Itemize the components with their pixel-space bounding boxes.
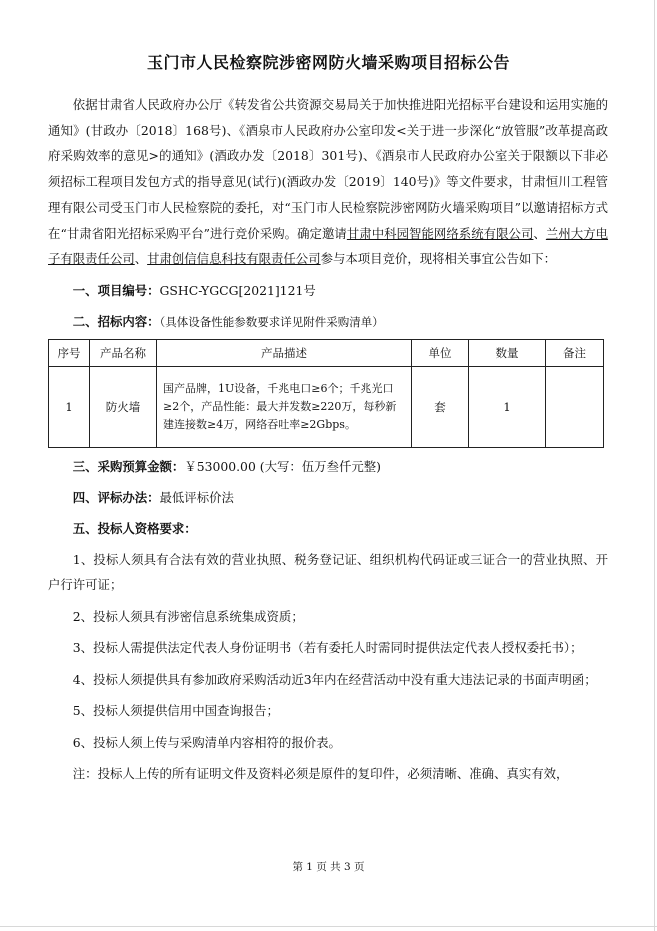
col-header-name: 产品名称 [90,339,157,366]
page-edge-right [654,0,655,931]
invited-company-3: 甘肃创信信息科技有限责任公司 [147,251,321,267]
budget-amount: ￥53000.00 (大写：伍万叁仟元整) [184,458,381,474]
document-body [48,92,608,787]
col-header-no: 序号 [49,339,90,366]
evaluation-method: 最低评标价法 [159,489,234,505]
col-header-desc: 产品描述 [157,339,412,366]
section-heading: 一、项目编号： [72,282,160,298]
document-title: 玉门市人民检察院涉密网防火墙采购项目招标公告 [146,53,510,72]
project-number: GSHC-YGCG[2021]121号 [159,282,316,298]
intro-text-1: 依据甘肃省人民政府办公厅《转发省公共资源交易局关于加快推进阳光招标平台建设和运用实施的通知》(甘政办〔2018〕168号)、《酒泉市人民政府办公室印发<关于进一步深化“放管服”改革提高政府采购效率的意见>的通知》(酒政办发〔2018〕301号)、《酒泉市人民政府办公室关于限额以下非必须招标工程项目发包方式的指导意见(试行)(酒政办发〔2019〕140号)》等文件要求，甘肃恒川工程管理有限公司受玉门市人民检察院的委托，对“玉门市人民检察院涉密网防火墙采购项目”以邀请招标方式在“甘肃省阳光招标采购平台”进行竞价采购。确定邀请 [48,97,608,241]
separator: 、 [134,251,148,267]
note-paragraph: 注：投标人上传的所有证明文件及资料必须是原件的复印件，必须清晰、准确、真实有效， [72,766,569,782]
table-header-row [49,339,604,366]
procurement-table [48,339,604,448]
page-edge-bottom [0,926,657,927]
table-row [49,366,604,447]
separator: 、 [533,225,546,241]
requirement-item: 4、投标人须提供具有参加政府采购活动近3年内在经营活动中没有重大违法记录的书面声明函； [72,671,597,687]
requirement-item: 6、投标人须上传与采购清单内容相符的报价表。 [72,734,341,750]
cell-desc: 国产品牌，1U设备，千兆电口≥6个；千兆光口≥2个，产品性能：最大并发数≥220万，每秒新建连接数≥4万，网络吞吐率≥2Gbps。 [157,366,412,447]
intro-text-2: 参与本项目竞价，现将相关事宜公告如下： [320,251,557,267]
invited-company-2: 兰州大方电子有限责任公司 [48,225,609,267]
invited-company-1: 甘肃中科园智能网络系统有限公司 [346,225,534,241]
col-header-qty: 数量 [469,339,546,366]
requirement-item: 2、投标人须具有涉密信息系统集成资质； [72,608,304,624]
section-qualifications [48,516,608,541]
section-heading: 二、招标内容： [72,313,160,329]
section-heading: 四、评标办法： [72,489,160,505]
requirement-item: 3、投标人需提供法定代表人身份证明书（若有委托人时需同时提供法定代表人授权委托书）； [72,640,583,656]
requirement-item: 1、投标人须具有合法有效的营业执照、税务登记证、组织机构代码证或三证合一的营业执照、开户行许可证； [48,551,608,593]
intro-paragraph [48,92,608,272]
section-tender-content [48,309,608,335]
cell-qty: 1 [469,366,546,447]
col-header-unit: 单位 [412,339,469,366]
requirement-item: 5、投标人须提供信用中国查询报告； [72,703,279,719]
cell-no: 1 [49,366,90,447]
section-heading: 五、投标人资格要求： [72,520,197,536]
section-evaluation [48,485,608,510]
section-heading: 三、采购预算金额： [72,458,185,474]
cell-unit: 套 [412,366,469,447]
section-budget [48,454,608,479]
cell-remark [546,366,604,447]
cell-name: 防火墙 [90,366,157,447]
section-project-number [48,278,608,303]
section-note: （具体设备性能参数要求详见附件采购清单） [159,314,384,329]
page-footer: 第 1 页 共 3 页 [292,861,365,873]
col-header-remark: 备注 [546,339,604,366]
